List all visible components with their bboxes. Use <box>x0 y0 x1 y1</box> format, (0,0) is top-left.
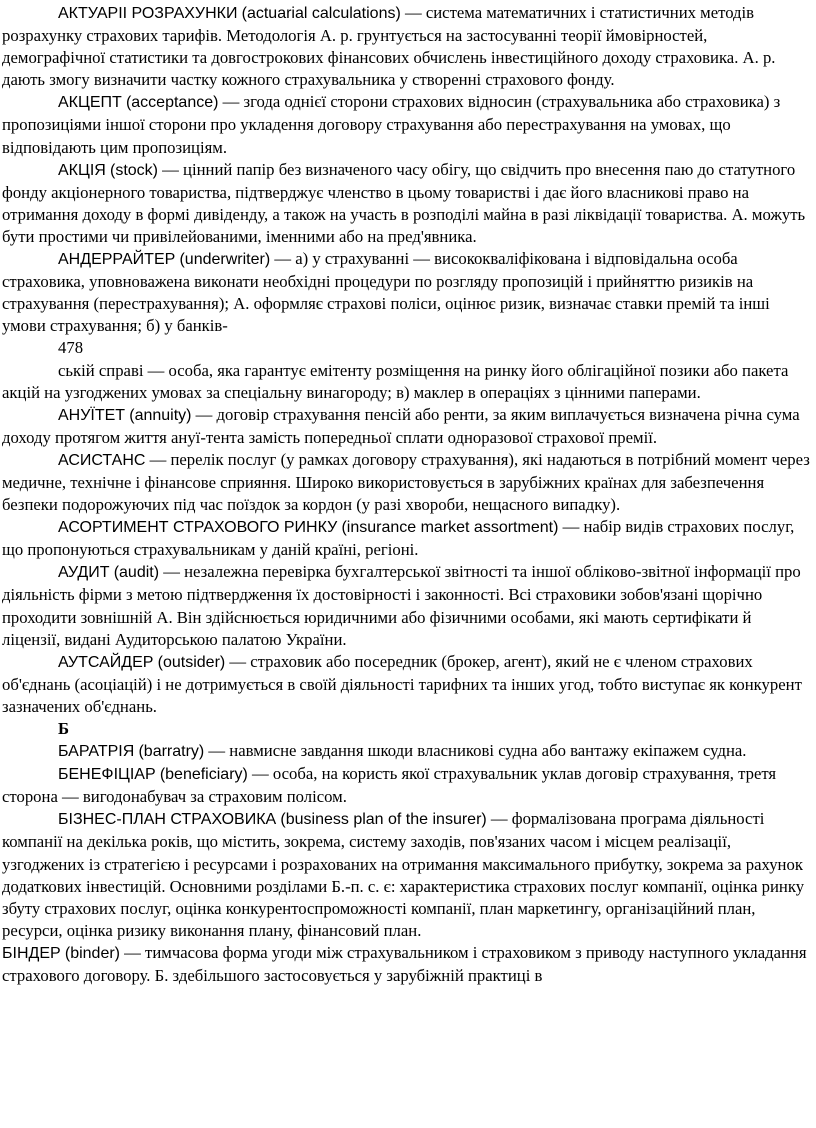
entry-definition: — страховик або посередник (брокер, агент), який не є членом страхових об'єднань (асоціацій) і не дотримується в своїй діяльності тарифних та інших угод, тобто виступає як конкурент зазначених об'єднань. <box>2 651 802 716</box>
entry-binder <box>2 942 810 987</box>
entry-term: АНДЕРРАЙТЕР <box>58 251 176 269</box>
entry-definition: — тимчасова форма угоди між страхувальником і страховиком з приводу наступного укладання страхового договору. Б. здебільшого застосовується у зарубіжній практиці в <box>2 942 807 986</box>
entry-definition: — перелік послуг (у рамках договору страхування), які надаються в потрібний момент через медичне, технічне і фінансове сприяння. Широко використовується в зарубіжних країнах для забезпечення безпеки подорожуючих під час поїздок за кордон (у разі хвороби, нещасного випадку). <box>2 449 810 515</box>
entry-audit <box>2 561 810 650</box>
page-number: 478 <box>58 338 84 358</box>
entry-original-term: (stock) <box>110 161 158 179</box>
entry-definition: — навмисне завдання шкоди власникові судна або вантажу екіпажем судна. <box>204 741 747 761</box>
entry-original-term: (outsider) <box>157 653 226 671</box>
entry-term: БЕНЕФІЦІАР <box>58 766 156 784</box>
entry-definition: — цінний папір без визначеного часу обігу, що свідчить про внесення паю до статутного фонду акціонерного товариства, підтверджує членство в цьому товаристві і дає його власникові право на отримання доходу в формі дивіденду, а також на участь в розподілі майна в разі ліквідації товариства. А. можуть бути простими чи привілейованими, іменними або на пред'явника. <box>2 159 806 246</box>
entry-term: АУТСАЙДЕР <box>58 653 154 671</box>
entry-term: БІНДЕР <box>2 944 61 962</box>
entry-original-term: (underwriter) <box>179 251 271 269</box>
entry-term: АКЦІЯ <box>58 161 106 179</box>
entry-acceptance <box>2 91 810 158</box>
entry-definition: — формалізована програма діяльності компанії на декілька років, що містить, зокрема, систему заходів, пов'язаних часом і місцем реалізації, узгоджених із стратегією і ресурсами і розрахованих на отримання максимального прибутку, зокрема за рахунок додаткових інвестицій. Основними розділами Б.-п. с. є: характеристика страхових послуг компанії, оцінка ринку збуту страхових послуг, оцінка конкурентоспроможності компанії, план маркетингу, організаційний план, ресурси, оцінка ризику виконання плану, фінансовий план. <box>2 809 805 940</box>
entry-term: БІЗНЕС-ПЛАН СТРАХОВИКА <box>58 811 277 829</box>
entry-actuarial-calculations <box>2 2 810 91</box>
entry-definition: — особа, на користь якої страхувальник уклав договір страхування, третя сторона — вигодонабувач за страховим полісом. <box>2 764 777 807</box>
entry-original-term: (insurance market assortment) <box>341 519 559 537</box>
entry-original-term: (audit) <box>113 564 160 582</box>
entry-definition: — система математичних і статистичних методів розрахунку страхових тарифів. Методологія А. р. грунтується на застосуванні теорії ймовірностей, демографічної статистики та довгострокових фінансових обчислень інвестиційного доходу страховика. А. р. дають змогу визначити частку кожного страхувальника у створенні страхового фонду. <box>2 3 776 90</box>
entry-term: АНУЇТЕТ <box>58 406 126 424</box>
entry-original-term: (actuarial calculations) <box>241 5 401 22</box>
entry-definition: — договір страхування пенсій або ренти, за яким виплачується визначена річна сума доходу протягом життя ануї-тента замість попередньої сплати одноразової страхової премії. <box>2 404 800 447</box>
entry-stock <box>2 159 810 248</box>
entry-underwriter <box>2 248 810 337</box>
entry-annuity <box>2 404 810 449</box>
entry-insurance-market-assortment <box>2 516 810 561</box>
entry-term: АСИСТАНС <box>58 451 146 469</box>
entry-barratry <box>2 740 810 763</box>
entry-term: АСОРТИМЕНТ СТРАХОВОГО РИНКУ <box>58 519 338 537</box>
entry-original-term: (binder) <box>64 944 120 962</box>
entry-definition: — незалежна перевірка бухгалтерської звітності та іншої обліково-звітної інформації про діяльність фірми з метою підтвердження їх достовірності і законності. Всі страховики зобов'язані щорічно проходити зовнішній А. Він здійснюється юридичними або фізичними особами, які мають сертифікати й ліцензії, видані Аудиторською палатою України. <box>2 562 801 649</box>
entry-underwriter-continuation: ській справі — особа, яка гарантує емітенту розміщення на ринку його облігаційної позики або пакета акцій на узгоджених умовах за спеціальну винагороду; в) маклер в операціях з цінними паперами. <box>2 360 789 402</box>
entry-term: АУДИТ <box>58 564 110 582</box>
entry-beneficiary <box>2 763 810 808</box>
entry-original-term: (beneficiary) <box>159 766 248 784</box>
entry-original-term: (barratry) <box>138 743 205 761</box>
entry-original-term: (business plan of the insurer) <box>280 811 487 829</box>
entry-term: АКЦЕПТ <box>58 94 122 112</box>
entry-business-plan <box>2 808 810 942</box>
entry-assistance <box>2 449 810 516</box>
entry-definition: — набір видів страхових послуг, що пропонуються страхувальникам у даній країні, регіоні. <box>2 517 795 560</box>
entry-original-term: (acceptance) <box>125 94 219 112</box>
entry-definition: — а) у страхуванні — висококваліфікована і відповідальна особа страховика, уповноважена виконати необхідні процедури по розгляду пропозицій і прийняттю ризиків на страхування (перестрахування); А. оформляє страхові поліси, оцінює ризик, визначає ставки премій та інші умови страхування; б) у банків- <box>2 249 770 336</box>
entry-original-term: (annuity) <box>129 406 192 424</box>
entry-term: БАРАТРІЯ <box>58 743 135 761</box>
entry-term: АКТУАРІІ РОЗРАХУНКИ <box>58 5 238 22</box>
entry-definition: — згода однієї сторони страхових відносин (страхувальника або страховика) з пропозиціями іншої сторони про укладення договору страхування або перестрахування на умовах, що відповідають цим пропозиціям. <box>2 92 781 157</box>
section-heading-letter: Б <box>58 719 70 738</box>
entry-outsider <box>2 651 810 718</box>
